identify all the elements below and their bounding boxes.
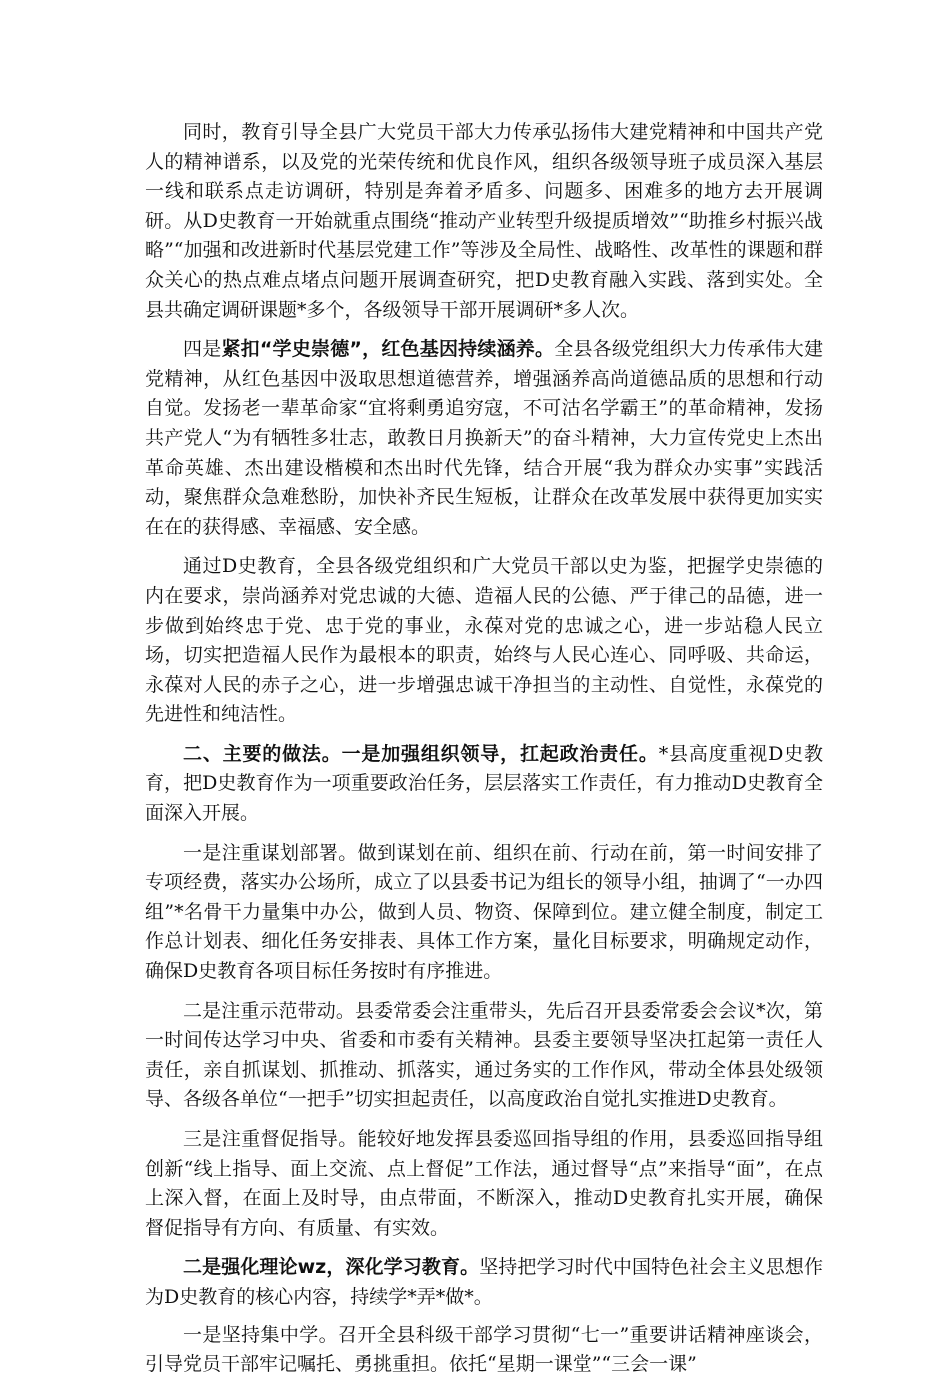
- paragraph-prefix: 四是: [183, 338, 222, 361]
- paragraph-3: [145, 552, 823, 730]
- paragraph-1: [145, 118, 823, 325]
- paragraph-2: [145, 335, 823, 542]
- paragraph-text: *县高度重视D史教育，把D史教育作为一项重要政治任务，层层落实工作责任，有力推动D史教育全面深入开展。: [145, 742, 823, 825]
- paragraph-6: [145, 997, 823, 1115]
- document-body: [145, 118, 823, 1390]
- paragraph-text: 同时，教育引导全县广大党员干部大力传承弘扬伟大建党精神和中国共产党人的精神谱系，以及党的光荣传统和优良作风，组织各级领导班子成员深入基层一线和联系点走访调研，特别是奔着矛盾多、问题多、困难多的地方去开展调研。从D史教育一开始就重点围绕“推动产业转型升级提质增效”“助推乡村振兴战略”“加强和改进新时代基层党建工作”等涉及全局性、战略性、改革性的课题和群众关心的热点难点堵点问题开展调查研究，把D史教育融入实践、落到实处。全县共确定调研课题*多个，各级领导干部开展调研*多人次。: [145, 121, 823, 321]
- paragraph-9: [145, 1321, 823, 1380]
- paragraph-text: 全县各级党组织大力传承伟大建党精神，从红色基因中汲取思想道德营养，增强涵养高尚道德品质的思想和行动自觉。发扬老一辈革命家“宜将剩勇追穷寇，不可沽名学霸王”的革命精神，发扬共产党人“为有牺牲多壮志，敢教日月换新天”的奋斗精神，大力宣传党史上杰出革命英雄、杰出建设楷模和杰出时代先锋，结合开展“我为群众办实事”实践活动，聚焦群众急难愁盼，加快补齐民生短板，让群众在改革发展中获得更加实实在在的获得感、幸福感、安全感。: [145, 338, 823, 538]
- paragraph-7: [145, 1125, 823, 1243]
- paragraph-text: 通过D史教育，全县各级党组织和广大党员干部以史为鉴，把握学史崇德的内在要求，崇尚涵养对党忠诚的大德、造福人民的公德、严于律己的品德，进一步做到始终忠于党、忠于党的事业，永葆对党的忠诚之心，进一步站稳人民立场，切实把造福人民作为最根本的职责，始终与人民心连心、同呼吸、共命运，永葆对人民的赤子之心，进一步增强忠诚干净担当的主动性、自觉性，永葆党的先进性和纯洁性。: [145, 555, 823, 726]
- paragraph-text: 坚持把学习时代中国特色社会主义思想作为D史教育的核心内容，持续学*弄*做*。: [145, 1256, 823, 1308]
- paragraph-text: 一是注重谋划部署。做到谋划在前、组织在前、行动在前，第一时间安排了专项经费，落实办公场所，成立了以县委书记为组长的领导小组，抽调了“一办四组”*名骨干力量集中办公，做到人员、物资、保障到位。建立健全制度，制定工作总计划表、细化任务安排表、具体工作方案，量化目标要求，明确规定动作，确保D史教育各项目标任务按时有序推进。: [145, 841, 823, 983]
- paragraph-4: [145, 740, 823, 829]
- paragraph-text: 二是注重示范带动。县委常委会注重带头，先后召开县委常委会会议*次，第一时间传达学习中央、省委和市委有关精神。县委主要领导坚决扛起第一责任人责任，亲自抓谋划、抓推动、抓落实，通过务实的工作作风，带动全体县处级领导、各级各单位“一把手”切实担起责任，以高度政治自觉扎实推进D史教育。: [145, 999, 823, 1111]
- paragraph-heading: 二、主要的做法。一是加强组织领导，扛起政治责任。: [183, 742, 659, 765]
- paragraph-5: [145, 839, 823, 987]
- paragraph-text: 三是注重督促指导。能较好地发挥县委巡回指导组的作用，县委巡回指导组创新“线上指导、面上交流、点上督促”工作法，通过督导“点”来指导“面”，在点上深入督，在面上及时导，由点带面，不断深入，推动D史教育扎实开展，确保督促指导有方向、有质量、有实效。: [145, 1128, 823, 1239]
- paragraph-text: 一是坚持集中学。召开全县科级干部学习贯彻“七一”重要讲话精神座谈会，引导党员干部牢记嘱托、勇挑重担。依托“星期一课堂”“三会一课”: [145, 1323, 823, 1376]
- paragraph-heading: 紧扣“学史崇德”，红色基因持续涵养。: [221, 338, 555, 361]
- paragraph-8: [145, 1253, 823, 1312]
- paragraph-heading: 二是强化理论wz，深化学习教育。: [183, 1256, 480, 1279]
